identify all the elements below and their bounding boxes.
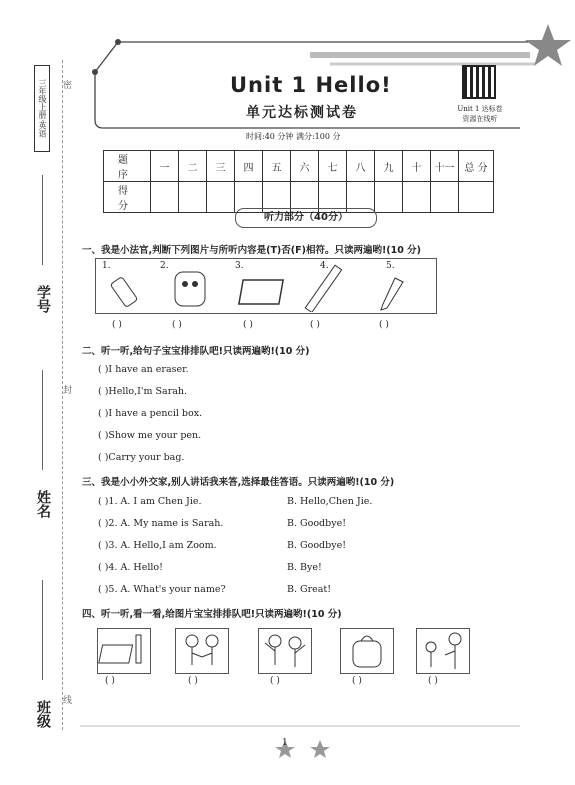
- score-cell[interactable]: [459, 182, 494, 213]
- item-number: 3.: [235, 261, 244, 271]
- ruler-icon: [305, 265, 341, 312]
- footer-decor: [80, 718, 520, 758]
- class-label: 班级: [35, 700, 51, 728]
- page-number: 1: [282, 738, 288, 748]
- section2-heading: 二、听一听,给句子宝宝排排队吧!只读两遍哟!(10 分): [82, 346, 310, 357]
- page-subtitle: 单元达标测试卷: [246, 105, 358, 121]
- section1-heading: 一、我是小法官,判断下列图片与所听内容是(T)否(F)相符。只读两遍哟!(10 分): [82, 245, 421, 256]
- table-cell: 十: [403, 151, 431, 182]
- list-item: ( )Carry your bag.: [98, 452, 185, 463]
- list-item: ( )1. A. I am Chen Jie.: [98, 496, 202, 507]
- score-cell[interactable]: [151, 182, 179, 213]
- list-item: ( )Show me your pen.: [98, 430, 202, 441]
- binding-dash-line: [62, 60, 63, 730]
- list-item: ( )4. A. Hello!: [98, 562, 163, 573]
- item-number: 2.: [160, 261, 169, 271]
- option-b: B. Goodbye!: [287, 540, 347, 551]
- option-b: B. Goodbye!: [287, 518, 347, 529]
- answer-paren[interactable]: ( ): [379, 320, 389, 330]
- score-cell[interactable]: [431, 182, 459, 213]
- star-icon: [525, 24, 571, 66]
- table-cell: 十一: [431, 151, 459, 182]
- list-item: ( )I have a pencil box.: [98, 408, 203, 419]
- score-cell[interactable]: [179, 182, 207, 213]
- table-cell: 得 分: [104, 182, 151, 213]
- schoolbag-icon: [340, 628, 394, 674]
- answer-paren[interactable]: ( ): [172, 320, 182, 330]
- list-item: ( )Hello,I'm Sarah.: [98, 386, 188, 397]
- table-cell: 四: [235, 151, 263, 182]
- table-cell: 总 分: [459, 151, 494, 182]
- list-item: ( )I have an eraser.: [98, 364, 189, 375]
- section1-pictures: [95, 258, 435, 312]
- option-b: B. Bye!: [287, 562, 322, 573]
- glue-stick-icon: [110, 277, 138, 308]
- score-cell[interactable]: [375, 182, 403, 213]
- score-cell[interactable]: [403, 182, 431, 213]
- table-cell: 三: [207, 151, 235, 182]
- answer-paren[interactable]: ( ): [428, 676, 438, 686]
- list-item: ( )3. A. Hello,I am Zoom.: [98, 540, 217, 551]
- children-waving-icon: [258, 628, 312, 674]
- page-title: Unit 1 Hello!: [230, 73, 392, 97]
- table-cell: 九: [375, 151, 403, 182]
- backpack-icon: [175, 272, 205, 306]
- listening-banner: 听力部分（40分）: [235, 208, 377, 228]
- table-cell: 题 序: [104, 151, 151, 182]
- book-crayon-icon: [97, 628, 151, 674]
- answer-paren[interactable]: ( ): [188, 676, 198, 686]
- qr-code-icon[interactable]: [462, 65, 496, 99]
- class-line: [42, 580, 43, 680]
- children-greeting-icon: [175, 628, 229, 674]
- people-meeting-icon: [416, 628, 470, 674]
- name-label: 姓名: [35, 490, 51, 518]
- table-cell: 二: [179, 151, 207, 182]
- list-item: ( )5. A. What's your name?: [98, 584, 226, 595]
- item-number: 1.: [102, 261, 111, 271]
- pencil-icon: [381, 278, 403, 310]
- answer-paren[interactable]: ( ): [112, 320, 122, 330]
- student-id-line: [42, 175, 43, 265]
- item-number: 5.: [386, 261, 395, 271]
- table-cell: 五: [263, 151, 291, 182]
- book-icon: [239, 280, 283, 304]
- answer-paren[interactable]: ( ): [243, 320, 253, 330]
- star-icon: [310, 740, 330, 758]
- answer-paren[interactable]: ( ): [270, 676, 280, 686]
- grade-tag: 三年级上册·英语: [34, 65, 50, 152]
- answer-paren[interactable]: ( ): [352, 676, 362, 686]
- item-number: 4.: [320, 261, 329, 271]
- answer-paren[interactable]: ( ): [105, 676, 115, 686]
- qr-caption: Unit 1 达标卷 资源在线听: [457, 105, 503, 123]
- student-id-label: 学号: [35, 285, 51, 313]
- table-row: [104, 151, 494, 182]
- table-cell: 七: [319, 151, 347, 182]
- section4-heading: 四、听一听,看一看,给图片宝宝排排队吧!只读两遍哟!(10 分): [82, 609, 342, 620]
- time-info: 时间:40 分钟 满分:100 分: [246, 132, 341, 141]
- table-cell: 一: [151, 151, 179, 182]
- score-table: [103, 150, 494, 213]
- option-b: B. Hello,Chen Jie.: [287, 496, 373, 507]
- answer-paren[interactable]: ( ): [310, 320, 320, 330]
- name-line: [42, 370, 43, 470]
- table-cell: 八: [347, 151, 375, 182]
- list-item: ( )2. A. My name is Sarah.: [98, 518, 224, 529]
- seal-mark: 密: [61, 80, 71, 89]
- table-cell: 六: [291, 151, 319, 182]
- seal-mark: 封: [61, 385, 71, 394]
- seal-mark: 线: [61, 695, 71, 704]
- section3-heading: 三、我是小小外交家,别人讲话我来答,选择最佳答语。只读两遍哟!(10 分): [82, 477, 395, 488]
- option-b: B. Great!: [287, 584, 332, 595]
- score-cell[interactable]: [207, 182, 235, 213]
